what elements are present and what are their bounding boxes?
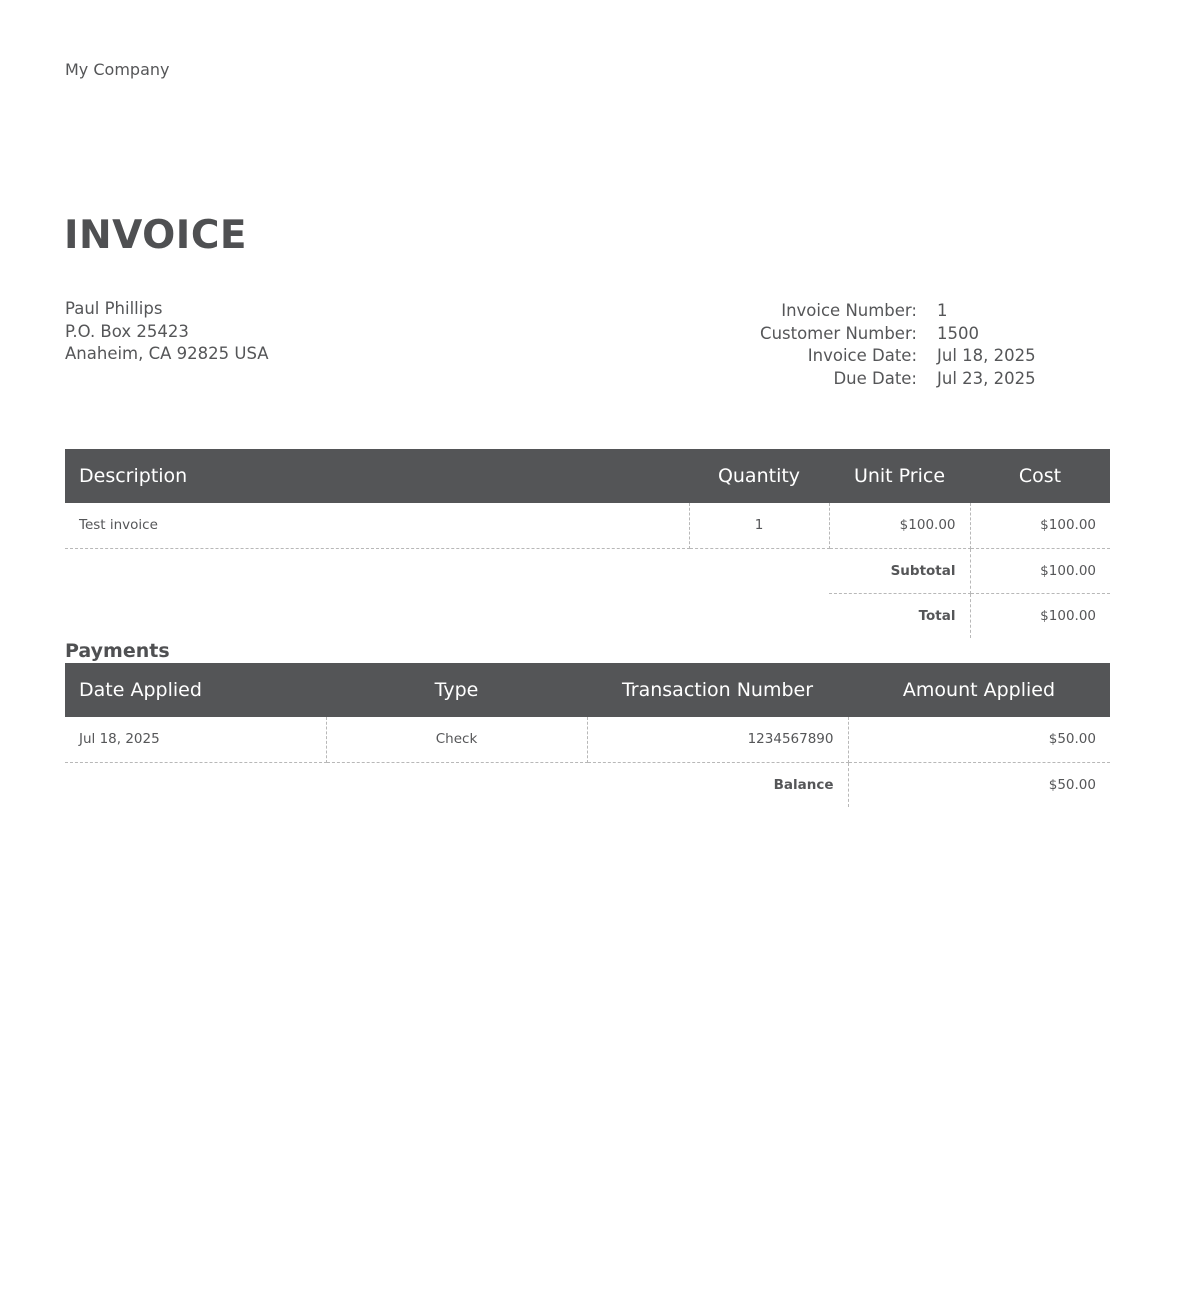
payments-table xyxy=(65,663,1110,807)
invoice-date-row xyxy=(700,345,1060,368)
column-header-date-applied: Date Applied xyxy=(65,663,326,717)
column-header-amount-applied: Amount Applied xyxy=(848,663,1110,717)
total-row xyxy=(65,593,1110,638)
subtotal-value: $100.00 xyxy=(970,548,1110,593)
company-name: My Company xyxy=(65,60,170,79)
item-quantity: 1 xyxy=(689,503,829,548)
customer-number-label: Customer Number: xyxy=(760,323,917,343)
balance-spacer xyxy=(65,762,326,807)
line-items-table xyxy=(65,449,1110,638)
invoice-meta xyxy=(700,300,1060,390)
balance-spacer xyxy=(326,762,587,807)
item-description: Test invoice xyxy=(65,503,689,548)
due-date-label: Due Date: xyxy=(833,368,917,388)
customer-number-value: 1500 xyxy=(937,323,979,343)
document-title: INVOICE xyxy=(64,213,248,258)
invoice-date-value: Jul 18, 2025 xyxy=(937,346,1036,365)
column-header-unit-price: Unit Price xyxy=(829,449,970,503)
line-items-header-row xyxy=(65,449,1110,503)
table-row xyxy=(65,717,1110,762)
due-date-value: Jul 23, 2025 xyxy=(937,368,1036,388)
total-spacer xyxy=(65,593,689,638)
table-row xyxy=(65,503,1110,548)
customer-number-row xyxy=(700,323,1060,346)
column-header-transaction-number: Transaction Number xyxy=(587,663,848,717)
invoice-number-row xyxy=(700,300,1060,323)
payments-heading: Payments xyxy=(65,640,170,662)
invoice-number-value: 1 xyxy=(937,301,948,320)
column-header-type: Type xyxy=(326,663,587,717)
payment-amount: $50.00 xyxy=(848,717,1110,762)
payment-transaction-number: 1234567890 xyxy=(587,717,848,762)
balance-label: Balance xyxy=(587,762,848,807)
invoice-date-label: Invoice Date: xyxy=(807,346,917,365)
column-header-quantity: Quantity xyxy=(689,449,829,503)
payment-date: Jul 18, 2025 xyxy=(65,717,326,762)
payment-type: Check xyxy=(326,717,587,762)
due-date-row xyxy=(700,368,1060,391)
subtotal-row xyxy=(65,548,1110,593)
balance-value: $50.00 xyxy=(1048,776,1096,793)
invoice-number-label: Invoice Number: xyxy=(781,301,917,320)
total-label: Total xyxy=(829,593,970,638)
subtotal-spacer xyxy=(65,548,689,593)
subtotal-spacer xyxy=(689,548,829,593)
subtotal-label: Subtotal xyxy=(829,548,970,593)
column-header-description: Description xyxy=(65,449,689,503)
bill-to-address xyxy=(65,298,269,366)
address-line-1: P.O. Box 25423 xyxy=(65,321,189,341)
total-value: $100.00 xyxy=(1040,607,1096,624)
address-line-2: Anaheim, CA 92825 USA xyxy=(65,344,269,363)
item-unit-price: $100.00 xyxy=(829,503,970,548)
payments-header-row xyxy=(65,663,1110,717)
column-header-cost: Cost xyxy=(970,449,1110,503)
item-cost: $100.00 xyxy=(970,503,1110,548)
customer-name: Paul Phillips xyxy=(65,299,163,318)
total-spacer xyxy=(689,593,829,638)
balance-row xyxy=(65,762,1110,807)
